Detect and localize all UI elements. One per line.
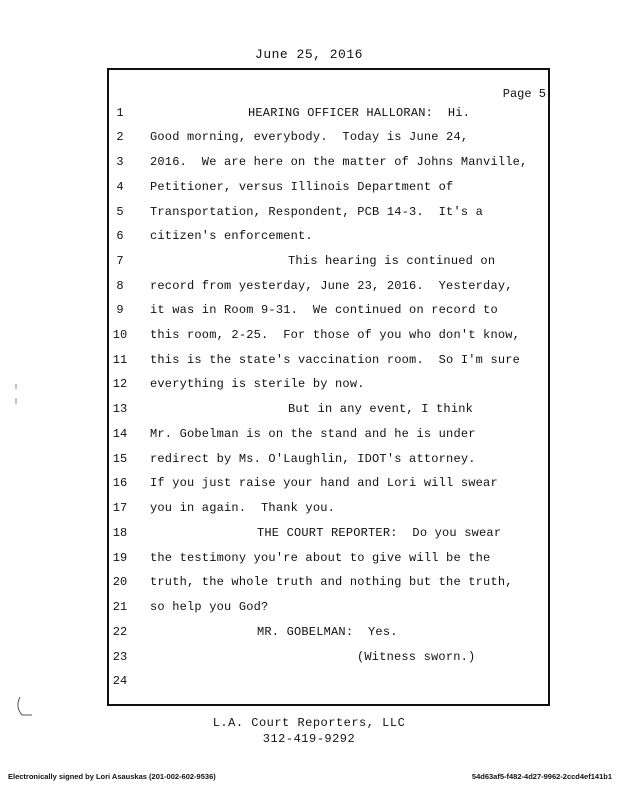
page-number: Page 5 [502, 87, 546, 101]
line-number: 18 [112, 526, 128, 540]
line-text: If you just raise your hand and Lori will swear [150, 476, 498, 490]
line-number: 20 [112, 575, 128, 589]
line-text: citizen's enforcement. [150, 229, 313, 243]
scan-speck-mark [12, 380, 20, 410]
line-number: 12 [112, 377, 128, 391]
line-number: 10 [112, 328, 128, 342]
line-number: 9 [116, 303, 124, 317]
document-id: 54d63af5-f482-4d27-9962-2ccd4ef141b1 [471, 772, 612, 781]
line-number: 19 [112, 551, 128, 565]
scan-corner-mark [14, 695, 34, 719]
line-text: HEARING OFFICER HALLORAN: Hi. [248, 106, 471, 120]
line-text: redirect by Ms. O'Laughlin, IDOT's attorney. [150, 452, 476, 466]
line-text: this room, 2-25. For those of you who don't know, [150, 328, 521, 342]
line-number: 16 [112, 476, 128, 490]
line-number: 11 [112, 353, 128, 367]
line-number: 14 [112, 427, 128, 441]
line-number: 6 [116, 229, 124, 243]
line-text: the testimony you're about to give will be the [150, 551, 491, 565]
line-text: record from yesterday, June 23, 2016. Yesterday, [150, 279, 513, 293]
line-number: 21 [112, 600, 128, 614]
e-signature-notice: Electronically signed by Lori Asauskas (201-002-602-9536) [8, 772, 216, 781]
line-text: this is the state's vaccination room. So I'm sure [150, 353, 521, 367]
line-text: 2016. We are here on the matter of Johns Manville, [150, 155, 528, 169]
footer-company: L.A. Court Reporters, LLC [212, 716, 406, 730]
header-date: June 25, 2016 [255, 47, 363, 62]
line-number: 8 [116, 279, 124, 293]
line-number: 13 [112, 402, 128, 416]
line-text: This hearing is continued on [288, 254, 496, 268]
line-text: Mr. Gobelman is on the stand and he is under [150, 427, 476, 441]
line-number: 5 [116, 205, 124, 219]
line-number: 4 [116, 180, 124, 194]
line-number: 2 [116, 130, 124, 144]
line-number: 7 [116, 254, 124, 268]
line-number: 15 [112, 452, 128, 466]
line-text: so help you God? [150, 600, 269, 614]
line-text: Petitioner, versus Illinois Department of [150, 180, 454, 194]
line-text: THE COURT REPORTER: Do you swear [257, 526, 502, 540]
line-text: Good morning, everybody. Today is June 24, [150, 130, 469, 144]
line-text: But in any event, I think [288, 402, 474, 416]
line-number: 3 [116, 155, 124, 169]
line-number: 24 [112, 674, 128, 688]
line-text: MR. GOBELMAN: Yes. [257, 625, 398, 639]
line-number: 23 [112, 650, 128, 664]
line-text: truth, the whole truth and nothing but the truth, [150, 575, 513, 589]
line-number: 22 [112, 625, 128, 639]
line-text: everything is sterile by now. [150, 377, 365, 391]
line-number: 17 [112, 501, 128, 515]
line-text: (Witness sworn.) [357, 650, 476, 664]
line-text: Transportation, Respondent, PCB 14-3. It's a [150, 205, 484, 219]
footer-phone: 312-419-9292 [262, 732, 356, 746]
line-number: 1 [116, 106, 124, 120]
line-text: it was in Room 9-31. We continued on record to [150, 303, 498, 317]
line-text: you in again. Thank you. [150, 501, 336, 515]
